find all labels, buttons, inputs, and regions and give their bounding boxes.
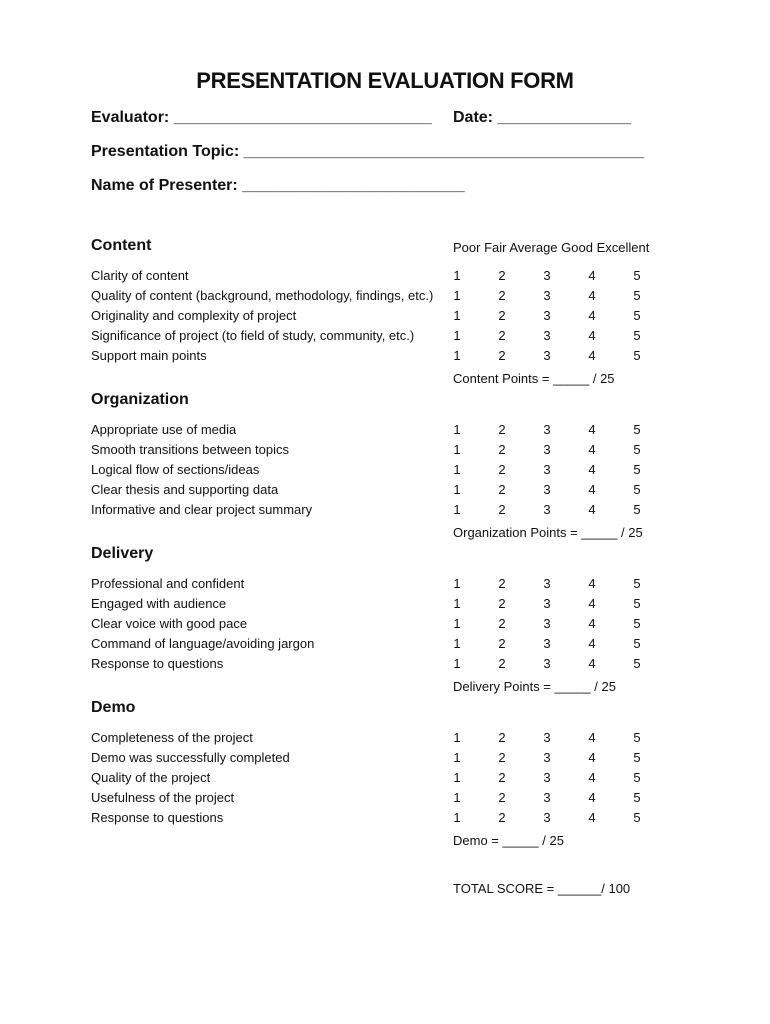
rating-2[interactable]: 2 [498,576,506,591]
rating-4[interactable]: 4 [588,730,596,745]
rating-5[interactable]: 5 [633,268,641,283]
rating-5[interactable]: 5 [633,616,641,631]
organization-points: Organization Points = _____ / 25 [453,525,643,540]
rating-5[interactable]: 5 [633,656,641,671]
rating-5[interactable]: 5 [633,348,641,363]
page-title: PRESENTATION EVALUATION FORM [196,68,574,93]
rating-1[interactable]: 1 [453,308,461,323]
delivery-points: Delivery Points = _____ / 25 [453,679,616,694]
criterion-label: Clear voice with good pace [91,616,248,631]
rating-3[interactable]: 3 [543,596,551,611]
criterion-label: Significance of project (to field of study, community, etc.) [91,328,415,343]
rating-4[interactable]: 4 [588,288,596,303]
rating-4[interactable]: 4 [588,328,596,343]
rating-3[interactable]: 3 [543,730,551,745]
rating-4[interactable]: 4 [588,502,596,517]
criterion-label: Quality of the project [91,770,211,785]
rating-4[interactable]: 4 [588,442,596,457]
rating-1[interactable]: 1 [453,810,461,825]
criterion-label: Appropriate use of media [91,422,237,437]
rating-1[interactable]: 1 [453,422,461,437]
rating-2[interactable]: 2 [498,482,506,497]
rating-1[interactable]: 1 [453,616,461,631]
rating-1[interactable]: 1 [453,636,461,651]
rating-2[interactable]: 2 [498,268,506,283]
criterion-row [0,730,770,750]
criterion-row [0,750,770,770]
section-organization-rows [0,422,770,522]
rating-2[interactable]: 2 [498,422,506,437]
section-content-rows [0,268,770,368]
rating-1[interactable]: 1 [453,576,461,591]
rating-4[interactable]: 4 [588,790,596,805]
total-score: TOTAL SCORE = ______/ 100 [453,881,631,896]
criterion-label: Quality of content (background, methodology, findings, etc.) [91,288,434,303]
rating-5[interactable]: 5 [633,328,641,343]
rating-4[interactable]: 4 [588,656,596,671]
rating-1[interactable]: 1 [453,596,461,611]
rating-2[interactable]: 2 [498,790,506,805]
rating-1[interactable]: 1 [453,288,461,303]
rating-3[interactable]: 3 [543,328,551,343]
presentation-topic-field: Presentation Topic: _____________________________________________ [91,143,645,160]
rating-1[interactable]: 1 [453,462,461,477]
rating-3[interactable]: 3 [543,636,551,651]
criterion-row [0,308,770,328]
rating-1[interactable]: 1 [453,790,461,805]
rating-1[interactable]: 1 [453,328,461,343]
rating-5[interactable]: 5 [633,576,641,591]
rating-4[interactable]: 4 [588,750,596,765]
criterion-row [0,442,770,462]
rating-2[interactable]: 2 [498,656,506,671]
rating-5[interactable]: 5 [633,770,641,785]
rating-2[interactable]: 2 [498,730,506,745]
rating-5[interactable]: 5 [633,730,641,745]
rating-3[interactable]: 3 [543,750,551,765]
rating-3[interactable]: 3 [543,268,551,283]
criterion-label: Demo was successfully completed [91,750,290,765]
criterion-row [0,636,770,656]
rating-4[interactable]: 4 [588,482,596,497]
criterion-row [0,810,770,830]
rating-2[interactable]: 2 [498,288,506,303]
criterion-row [0,348,770,368]
rating-4[interactable]: 4 [588,422,596,437]
rating-4[interactable]: 4 [588,770,596,785]
criterion-row [0,422,770,442]
section-title-delivery: Delivery [91,545,154,562]
rating-5[interactable]: 5 [633,422,641,437]
rating-2[interactable]: 2 [498,502,506,517]
rating-3[interactable]: 3 [543,442,551,457]
criterion-row [0,770,770,790]
rating-3[interactable]: 3 [543,482,551,497]
criterion-label: Smooth transitions between topics [91,442,289,457]
rating-5[interactable]: 5 [633,308,641,323]
rating-3[interactable]: 3 [543,576,551,591]
rating-5[interactable]: 5 [633,502,641,517]
rating-2[interactable]: 2 [498,750,506,765]
rating-2[interactable]: 2 [498,442,506,457]
section-title-organization: Organization [91,391,189,408]
rating-5[interactable]: 5 [633,442,641,457]
criterion-label: Completeness of the project [91,730,253,745]
rating-2[interactable]: 2 [498,770,506,785]
rating-5[interactable]: 5 [633,810,641,825]
rating-1[interactable]: 1 [453,656,461,671]
rating-1[interactable]: 1 [453,348,461,363]
criterion-row [0,288,770,308]
rating-1[interactable]: 1 [453,770,461,785]
rating-1[interactable]: 1 [453,268,461,283]
criterion-row [0,462,770,482]
content-points: Content Points = _____ / 25 [453,371,615,386]
rating-3[interactable]: 3 [543,502,551,517]
evaluator-field: Evaluator: _____________________________ [91,109,432,126]
rating-4[interactable]: 4 [588,596,596,611]
rating-2[interactable]: 2 [498,636,506,651]
rating-2[interactable]: 2 [498,348,506,363]
criterion-label: Professional and confident [91,576,245,591]
criterion-row [0,328,770,348]
rating-3[interactable]: 3 [543,656,551,671]
criterion-row [0,482,770,502]
criterion-label: Logical flow of sections/ideas [91,462,260,477]
rating-scale-header: Poor Fair Average Good Excellent [453,240,650,255]
rating-5[interactable]: 5 [633,288,641,303]
criterion-label: Informative and clear project summary [91,502,313,517]
rating-4[interactable]: 4 [588,616,596,631]
rating-5[interactable]: 5 [633,596,641,611]
rating-2[interactable]: 2 [498,328,506,343]
criterion-label: Support main points [91,348,207,363]
criterion-label: Clear thesis and supporting data [91,482,279,497]
rating-1[interactable]: 1 [453,442,461,457]
rating-3[interactable]: 3 [543,462,551,477]
rating-4[interactable]: 4 [588,308,596,323]
rating-2[interactable]: 2 [498,616,506,631]
rating-5[interactable]: 5 [633,462,641,477]
criterion-label: Clarity of content [91,268,189,283]
demo-points: Demo = _____ / 25 [453,833,564,848]
rating-1[interactable]: 1 [453,502,461,517]
date-field: Date: _______________ [453,109,631,126]
rating-2[interactable]: 2 [498,462,506,477]
rating-4[interactable]: 4 [588,348,596,363]
rating-3[interactable]: 3 [543,288,551,303]
rating-3[interactable]: 3 [543,422,551,437]
presenter-name-field: Name of Presenter: _________________________ [91,177,465,194]
rating-5[interactable]: 5 [633,750,641,765]
rating-3[interactable]: 3 [543,810,551,825]
rating-1[interactable]: 1 [453,750,461,765]
rating-4[interactable]: 4 [588,576,596,591]
criterion-row [0,502,770,522]
criterion-label: Response to questions [91,810,224,825]
criterion-row [0,596,770,616]
criterion-label: Command of language/avoiding jargon [91,636,315,651]
rating-3[interactable]: 3 [543,616,551,631]
criterion-row [0,656,770,676]
criterion-row [0,790,770,810]
criterion-row [0,576,770,596]
section-delivery-rows [0,576,770,676]
section-demo-rows [0,730,770,830]
rating-2[interactable]: 2 [498,596,506,611]
rating-2[interactable]: 2 [498,308,506,323]
rating-3[interactable]: 3 [543,308,551,323]
rating-4[interactable]: 4 [588,268,596,283]
rating-4[interactable]: 4 [588,462,596,477]
criterion-label: Usefulness of the project [91,790,235,805]
rating-2[interactable]: 2 [498,810,506,825]
rating-4[interactable]: 4 [588,636,596,651]
section-title-demo: Demo [91,699,136,716]
criterion-label: Engaged with audience [91,596,227,611]
rating-1[interactable]: 1 [453,730,461,745]
rating-3[interactable]: 3 [543,790,551,805]
rating-5[interactable]: 5 [633,482,641,497]
rating-3[interactable]: 3 [543,770,551,785]
rating-3[interactable]: 3 [543,348,551,363]
rating-5[interactable]: 5 [633,790,641,805]
section-title-content: Content [91,237,152,254]
criterion-label: Response to questions [91,656,224,671]
rating-4[interactable]: 4 [588,810,596,825]
criterion-label: Originality and complexity of project [91,308,297,323]
rating-5[interactable]: 5 [633,636,641,651]
criterion-row [0,268,770,288]
criterion-row [0,616,770,636]
rating-1[interactable]: 1 [453,482,461,497]
